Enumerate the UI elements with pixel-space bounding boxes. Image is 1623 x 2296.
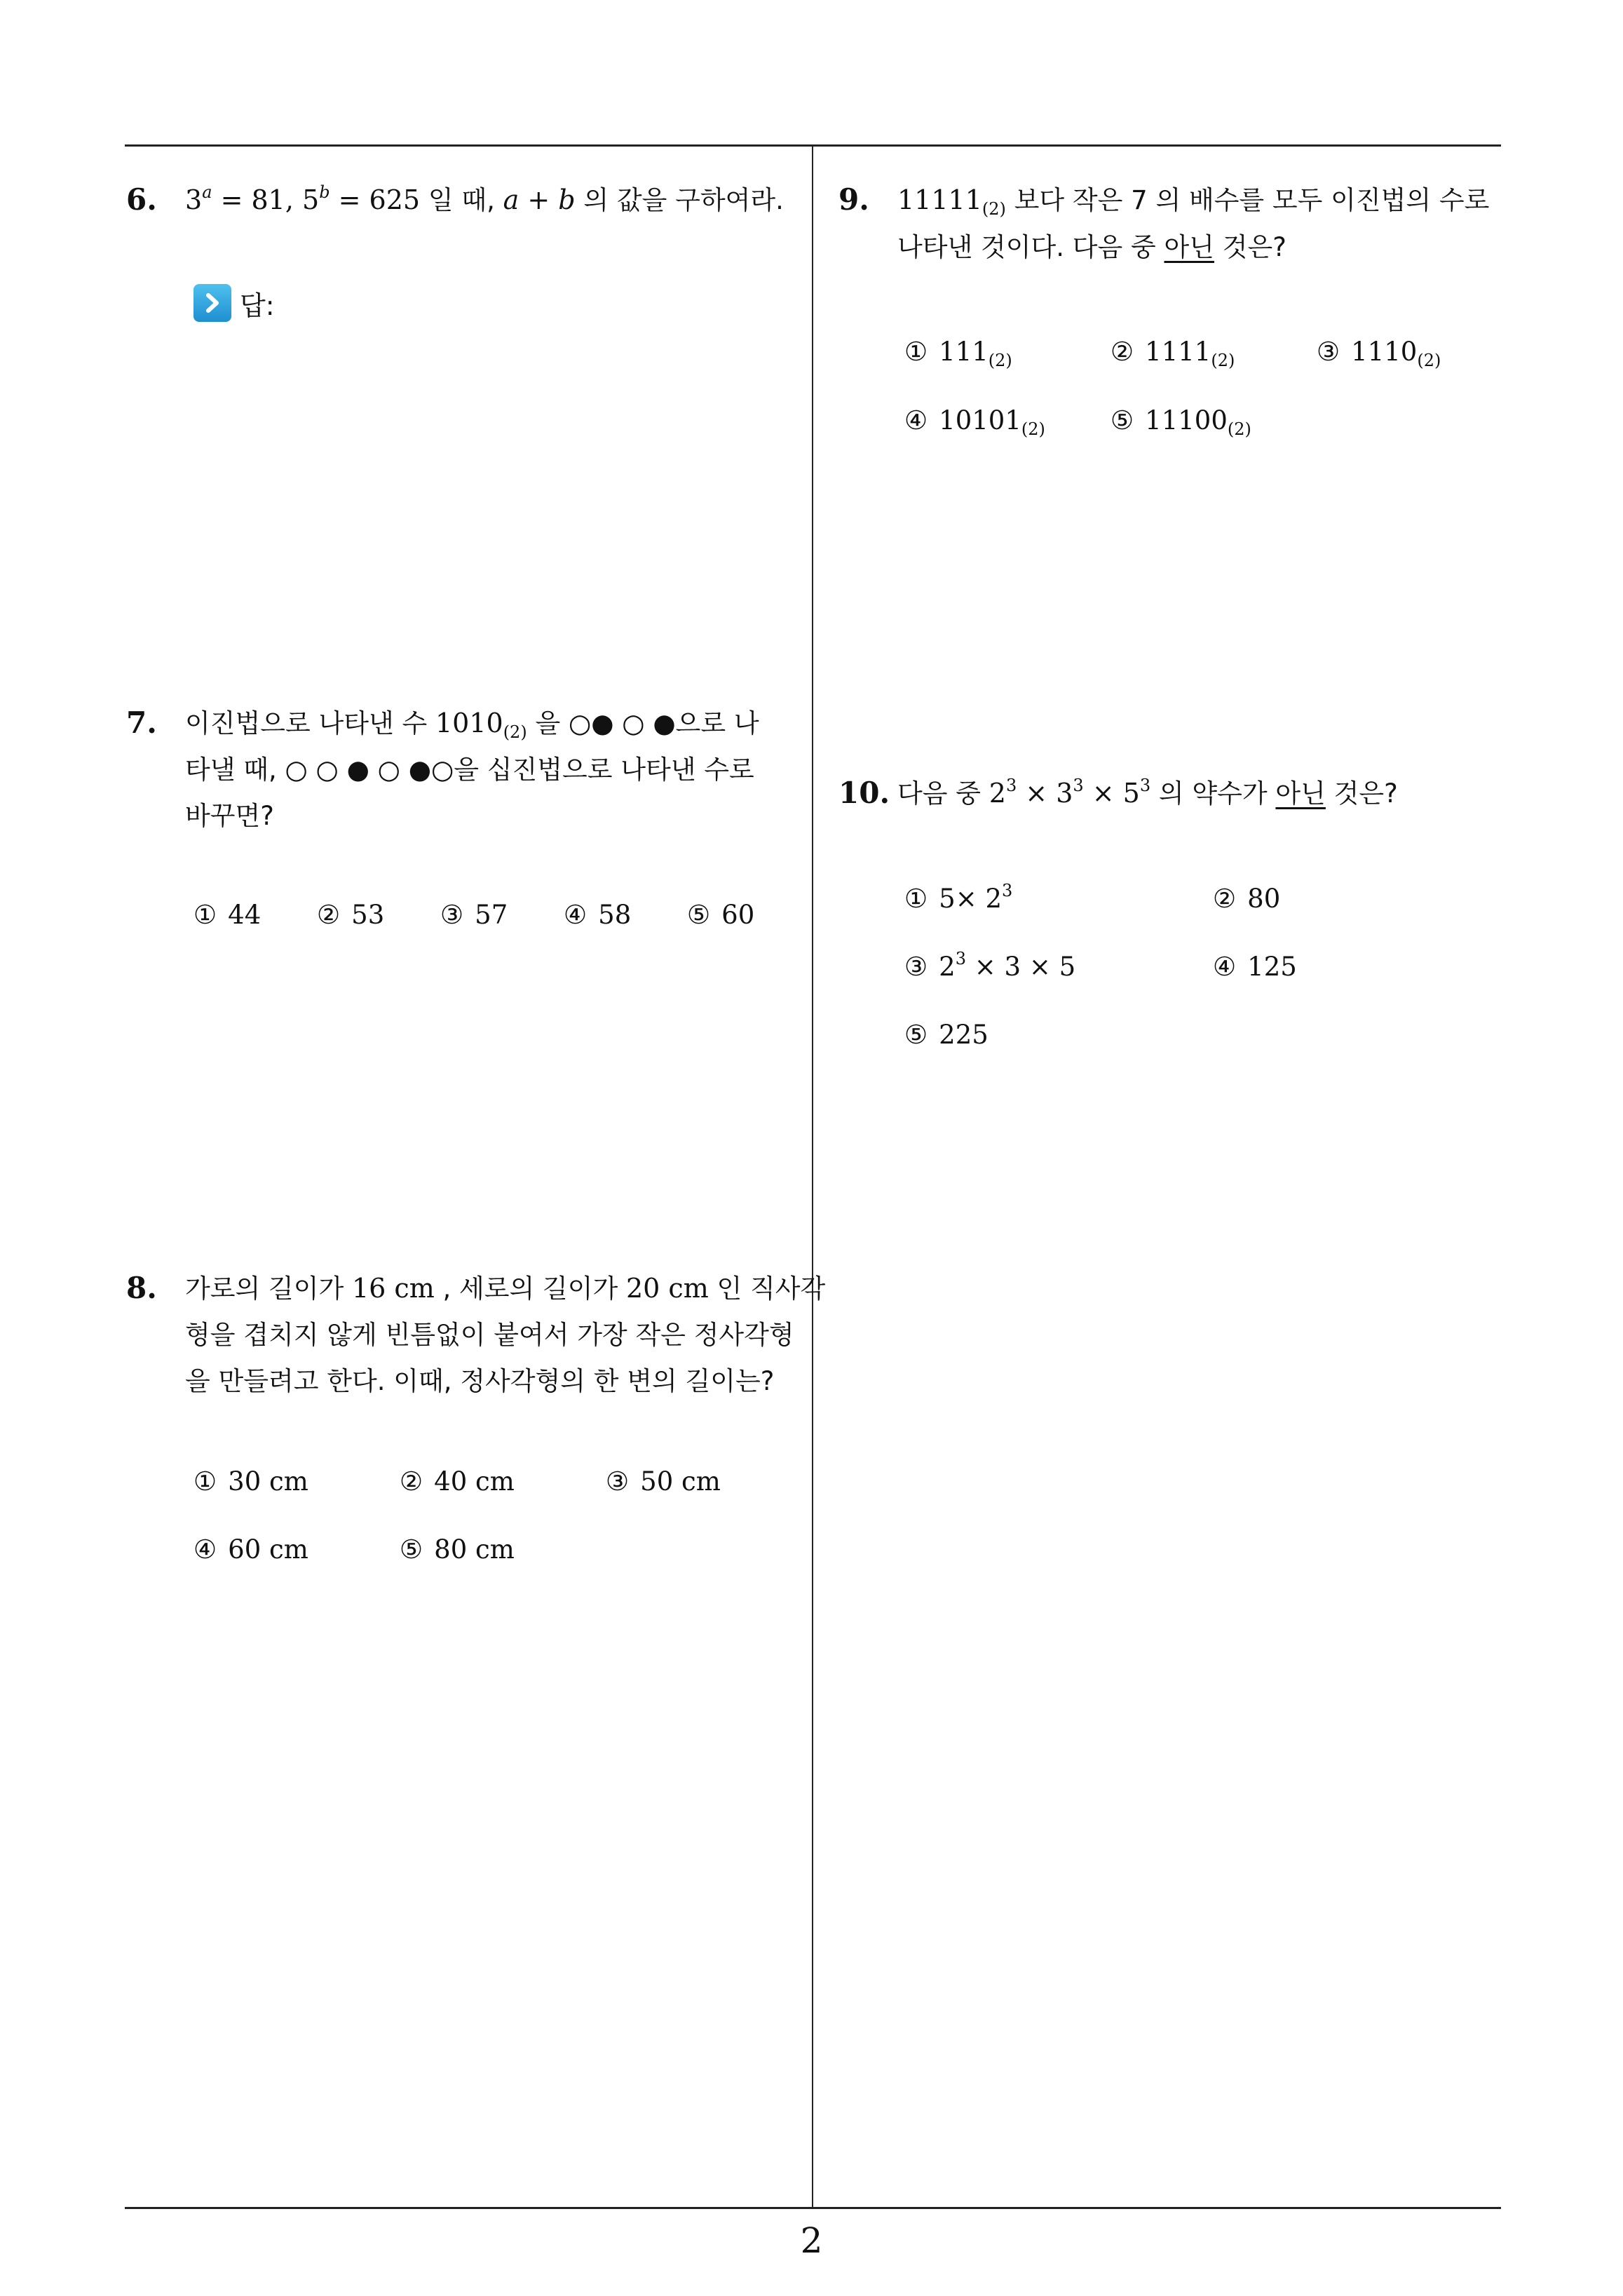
question-9 [838, 177, 1526, 271]
question-number: 6. [126, 182, 157, 217]
question-number: 9. [838, 182, 869, 217]
option-1[interactable]: ① 30 cm [193, 1466, 308, 1497]
answer-area [193, 283, 275, 323]
question-7 [126, 700, 799, 839]
option-5[interactable]: ⑤ 80 cm [400, 1534, 515, 1565]
option-3[interactable]: ③ $2^3 \times 3 \times 5$ [904, 949, 1076, 982]
page-number: 2 [800, 2220, 823, 2261]
column-divider [812, 146, 813, 2208]
option-2[interactable]: ② 80 [1213, 884, 1281, 914]
question-text: $3^a = 81$, $5^b = 625$ 일 때, a + b 의 값을 구하여라. [185, 182, 784, 215]
question-text: 다음 중 $2^3 \times 3^3 \times 5^3$ 의 약수가 아닌 것은? [897, 776, 1398, 809]
question-8 [126, 1265, 826, 1405]
question-text: $11111_{(2)}$ 보다 작은 7 의 배수를 모두 이진법의 수로 나타낸 것이다. 다음 중 아닌 것은? [897, 184, 1490, 262]
option-3[interactable]: ③ 57 [440, 900, 508, 930]
option-5[interactable]: ⑤ $11100_{(2)}$ [1111, 405, 1251, 439]
option-1[interactable]: ① 44 [193, 900, 262, 930]
answer-label: 답: [240, 290, 275, 321]
option-1[interactable]: ① $5\times 2^3$ [904, 881, 1013, 914]
bottom-rule [125, 2207, 1501, 2209]
option-4[interactable]: ④ 58 [564, 900, 632, 930]
question-text: 이진법으로 나타낸 수 $1010_{(2)}$ 을 ○● ○ ●으로 나 타낼 때, ○ ○ ● ○ ●○을 십진법으로 나타낸 수로 바꾸면? [185, 708, 759, 831]
chevron-right-icon [193, 284, 231, 322]
question-number: 7. [126, 705, 157, 740]
question-text: 가로의 길이가 16 cm , 세로의 길이가 20 cm 인 직사각 형을 겹치지 않게 빈틈없이 붙여서 가장 작은 정사각형 을 만들려고 한다. 이때, 정사각형의 한 변의 길이는? [185, 1273, 826, 1396]
option-4[interactable]: ④ 125 [1213, 952, 1297, 982]
question-number: 8. [126, 1271, 157, 1305]
option-2[interactable]: ② 40 cm [400, 1466, 515, 1497]
question-number: 10. [838, 776, 890, 810]
option-5[interactable]: ⑤ 225 [904, 1020, 989, 1050]
option-4[interactable]: ④ 60 cm [193, 1534, 308, 1565]
question-10 [838, 770, 1526, 817]
option-2[interactable]: ② 53 [317, 900, 385, 930]
option-4[interactable]: ④ $10101_{(2)}$ [904, 405, 1045, 439]
option-1[interactable]: ① $111_{(2)}$ [904, 337, 1012, 370]
option-2[interactable]: ② $1111_{(2)}$ [1111, 337, 1235, 370]
option-3[interactable]: ③ 50 cm [606, 1466, 721, 1497]
question-6 [126, 177, 785, 224]
option-5[interactable]: ⑤ 60 [687, 900, 755, 930]
option-3[interactable]: ③ $1110_{(2)}$ [1317, 337, 1441, 370]
